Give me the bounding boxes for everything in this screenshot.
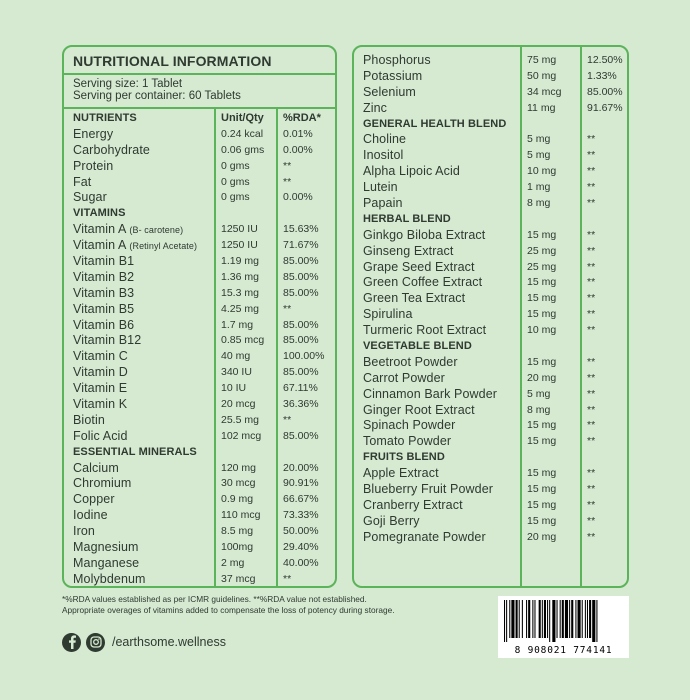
barcode-bar xyxy=(506,600,507,642)
section-heading xyxy=(354,450,627,466)
nutrient-quantity: 15 mg xyxy=(527,292,557,305)
table-header xyxy=(64,111,335,127)
nutrient-rda: 1.33% xyxy=(587,69,617,82)
table-row xyxy=(354,164,627,180)
barcode-bar xyxy=(544,600,546,638)
nutrient-name: ESSENTIAL MINERALS xyxy=(73,445,197,458)
nutrient-name: HERBAL BLEND xyxy=(363,212,451,225)
table-row xyxy=(64,540,335,556)
nutrient-rda: 0.00% xyxy=(283,191,313,204)
table-row xyxy=(64,397,335,413)
table-row xyxy=(64,127,335,143)
footnotes xyxy=(62,594,395,616)
nutrient-rda: 20.00% xyxy=(283,461,319,474)
nutrient-quantity: 5 mg xyxy=(527,149,551,162)
nutrient-rda: 67.11% xyxy=(283,382,318,395)
nutrient-name: Spirulina xyxy=(363,307,413,322)
nutrient-quantity: 5 mg xyxy=(527,387,551,400)
table-row xyxy=(64,492,335,508)
nutrient-name: Vitamin B5 xyxy=(73,301,135,316)
nutrient-name: Alpha Lipoic Acid xyxy=(363,164,460,179)
barcode-bar xyxy=(557,600,558,638)
nutrient-quantity: 110 mcg xyxy=(221,509,261,522)
table-row xyxy=(354,355,627,371)
barcode-bar xyxy=(596,600,597,642)
nutrient-rda: ** xyxy=(587,260,596,273)
table-row xyxy=(354,228,627,244)
nutrient-name: Green Tea Extract xyxy=(363,291,466,306)
nutrient-name: Energy xyxy=(73,126,114,141)
barcode-bar xyxy=(585,600,586,638)
nutrient-quantity: 102 mcg xyxy=(221,429,262,442)
nutrient-quantity: 25 mg xyxy=(527,244,557,257)
table-row xyxy=(64,461,335,477)
nutrient-name: Vitamin B1 xyxy=(73,254,135,269)
nutrient-quantity: 2 mg xyxy=(221,556,245,569)
nutrient-name: Beetroot Powder xyxy=(363,354,458,369)
table-row xyxy=(64,175,335,191)
nutrient-rda: ** xyxy=(587,530,596,543)
table-row xyxy=(354,482,627,498)
table-row xyxy=(354,291,627,307)
nutrient-quantity: 37 mcg xyxy=(221,572,256,585)
nutrient-name: Turmeric Root Extract xyxy=(363,323,487,338)
nutrient-quantity: 0.85 mcg xyxy=(221,334,265,347)
nutrient-name: Iodine xyxy=(73,508,108,523)
nutrient-quantity: 15 mg xyxy=(527,435,557,448)
nutrient-name: Phosphorus xyxy=(363,53,431,67)
nutrient-rda: 66.67% xyxy=(283,493,319,506)
nutrient-quantity: 15.3 mg xyxy=(221,286,259,299)
nutrient-rda: ** xyxy=(587,435,596,448)
table-row xyxy=(354,69,627,85)
nutrient-rda: ** xyxy=(587,324,596,337)
nutrient-quantity: 25.5 mg xyxy=(221,413,259,426)
nutrient-name: Potassium xyxy=(363,68,423,83)
nutrient-rda: 0.01% xyxy=(283,127,313,140)
table-row xyxy=(64,333,335,349)
nutrient-rda: 90.91% xyxy=(283,477,319,490)
table-row xyxy=(64,349,335,365)
nutrient-name: GENERAL HEALTH BLEND xyxy=(363,117,507,130)
table-row xyxy=(64,270,335,286)
nutrient-name: Vitamin B12 xyxy=(73,333,142,348)
barcode-bar xyxy=(528,600,530,638)
nutrient-rda: ** xyxy=(587,371,596,384)
facebook-icon[interactable] xyxy=(62,633,81,652)
barcode-bar xyxy=(509,600,510,638)
nutrient-name: Sugar xyxy=(73,190,107,205)
nutrient-rda: ** xyxy=(587,197,596,210)
nutrient-name: Tomato Powder xyxy=(363,434,452,449)
nutrition-panel-left xyxy=(62,45,337,588)
nutrient-rda: ** xyxy=(587,308,596,321)
nutrient-quantity: 0.06 gms xyxy=(221,143,265,156)
table-row xyxy=(64,572,335,588)
nutrient-rda: 85.00% xyxy=(283,334,319,347)
nutrient-quantity: 1250 IU xyxy=(221,239,258,252)
nutrient-name: Selenium xyxy=(363,84,416,99)
nutrient-name: Inositol xyxy=(363,148,404,163)
nutrient-name: Vitamin C xyxy=(73,349,128,364)
nutrient-name: Vitamin D xyxy=(73,365,128,380)
nutrient-rda: ** xyxy=(587,133,596,146)
nutrient-rda: ** xyxy=(283,159,292,172)
barcode-bars xyxy=(502,600,625,642)
barcode-bar xyxy=(534,600,535,638)
nutrient-name: Papain xyxy=(363,196,403,211)
table-row xyxy=(64,556,335,572)
nutrient-name: Ginseng Extract xyxy=(363,243,454,258)
nutrient-name: Apple Extract xyxy=(363,466,439,481)
section-heading xyxy=(354,117,627,133)
barcode-bar xyxy=(511,600,514,638)
section-heading xyxy=(354,339,627,355)
table-row xyxy=(354,275,627,291)
table-row xyxy=(354,371,627,387)
nutrient-name: Folic Acid xyxy=(73,428,128,443)
nutrient-name: Copper xyxy=(73,492,115,507)
nutrient-name: Vitamin K xyxy=(73,397,128,412)
nutrient-name: NUTRIENTS xyxy=(73,112,137,124)
serving-per-container: Serving per container: 60 Tablets xyxy=(73,90,241,102)
nutrient-quantity: 0 gms xyxy=(221,175,250,188)
nutrient-rda: ** xyxy=(587,483,596,496)
nutrient-rda: ** xyxy=(587,228,596,241)
table-row xyxy=(64,524,335,540)
nutrient-rda: ** xyxy=(587,419,596,432)
barcode-bar xyxy=(569,600,570,638)
nutrient-rda: 15.63% xyxy=(283,223,319,236)
barcode-bar xyxy=(539,600,541,638)
nutrient-name: VEGETABLE BLEND xyxy=(363,340,472,353)
nutrient-quantity: 1.36 mg xyxy=(221,270,259,283)
barcode-bar xyxy=(575,600,576,638)
nutrient-quantity: 5 mg xyxy=(527,133,551,146)
section-heading xyxy=(354,212,627,228)
table-row xyxy=(64,302,335,318)
nutrient-quantity: Unit/Qty xyxy=(221,112,264,124)
nutrient-quantity: 20 mg xyxy=(527,371,557,384)
nutrient-rda: 12.50% xyxy=(587,54,623,66)
nutrient-name: Carbohydrate xyxy=(73,142,150,157)
table-row xyxy=(354,260,627,276)
nutrient-rda: 91.67% xyxy=(587,101,623,114)
nutrient-rda: ** xyxy=(587,467,596,480)
barcode-bar xyxy=(532,600,533,638)
nutrient-rda: ** xyxy=(283,175,292,188)
barcode-bar xyxy=(562,600,564,638)
nutrient-rda: ** xyxy=(587,181,596,194)
nutrient-rda: 85.00% xyxy=(587,85,623,98)
table-row xyxy=(354,101,627,117)
table-row xyxy=(354,466,627,482)
barcode-bar xyxy=(516,600,518,638)
nutrient-name: Vitamin B3 xyxy=(73,285,135,300)
table-row xyxy=(354,244,627,260)
nutrient-note: (Retinyl Acetate) xyxy=(129,241,198,252)
nutrient-name: Pomegranate Powder xyxy=(363,529,486,544)
nutrient-rda: 85.00% xyxy=(283,366,319,379)
nutrient-quantity: 0.24 kcal xyxy=(221,127,264,140)
nutrient-name: Biotin xyxy=(73,412,105,427)
footnote-overages: Appropriate overages of vitamins added to compensate the loss of potency during storage. xyxy=(62,605,395,615)
nutrient-name: Ginger Root Extract xyxy=(363,402,475,417)
social-handle[interactable]: /earthsome.wellness xyxy=(112,635,226,649)
barcode-bar xyxy=(504,600,505,642)
nutrient-note: (B- carotene) xyxy=(129,225,184,236)
nutrient-name: Green Coffee Extract xyxy=(363,275,483,290)
nutrient-rda: ** xyxy=(283,413,292,426)
nutrient-rda: ** xyxy=(587,292,596,305)
nutrient-name: Vitamin A xyxy=(73,238,126,253)
table-row xyxy=(64,429,335,445)
nutrient-quantity: 40 mg xyxy=(221,350,251,363)
barcode-number: 8 908021 774141 xyxy=(514,645,613,656)
nutrient-rda: 36.36% xyxy=(283,398,319,411)
nutrient-rda: ** xyxy=(587,149,596,162)
nutrient-quantity: 8 mg xyxy=(527,403,551,416)
nutrient-rda: 71.67% xyxy=(283,239,319,252)
nutrient-quantity: 0 gms xyxy=(221,191,250,204)
nutrient-quantity: 1.19 mg xyxy=(221,255,259,268)
nutrient-name: Calcium xyxy=(73,460,119,475)
social-links xyxy=(62,632,226,652)
nutrient-quantity: 0 gms xyxy=(221,159,250,172)
nutrient-quantity: 15 mg xyxy=(527,467,557,480)
barcode-bar xyxy=(560,600,561,638)
table-row xyxy=(354,498,627,514)
footnote-rda: *%RDA values established as per ICMR guidelines. **%RDA value not established. xyxy=(62,594,367,604)
barcode-bar xyxy=(526,600,527,638)
nutrient-name: Cranberry Extract xyxy=(363,497,463,512)
table-row xyxy=(354,148,627,164)
nutrition-panel-right xyxy=(352,45,629,588)
nutrient-rda: ** xyxy=(587,276,596,289)
nutrient-quantity: 20 mcg xyxy=(221,398,256,411)
nutrient-name: Magnesium xyxy=(73,540,139,555)
nutrient-name: Blueberry Fruit Powder xyxy=(363,482,494,497)
table-row xyxy=(354,387,627,403)
nutrient-name: Protein xyxy=(73,158,114,173)
nutrient-name: Vitamin A xyxy=(73,222,126,237)
nutrient-table-left xyxy=(64,109,335,588)
table-row xyxy=(64,159,335,175)
nutrient-name: Vitamin B2 xyxy=(73,269,135,284)
table-row xyxy=(64,222,335,238)
nutrient-name: FRUITS BLEND xyxy=(363,451,445,464)
table-row xyxy=(354,434,627,450)
barcode-bar xyxy=(547,600,548,638)
barcode-bar xyxy=(592,600,595,642)
table-row xyxy=(354,323,627,339)
nutrient-quantity: 8.5 mg xyxy=(221,525,254,538)
nutrient-rda: ** xyxy=(283,572,292,585)
nutrient-quantity: 4.25 mg xyxy=(221,302,259,315)
nutrient-name: Zinc xyxy=(363,100,388,115)
nutrient-name: VITAMINS xyxy=(73,207,126,220)
table-row xyxy=(64,508,335,524)
nutrient-quantity: 1 mg xyxy=(527,181,551,194)
nutrient-rda: 85.00% xyxy=(283,255,319,268)
serving-size: Serving size: 1 Tablet xyxy=(73,78,183,90)
nutrient-rda: 73.33% xyxy=(283,509,319,522)
nutrient-quantity: 15 mg xyxy=(527,498,557,511)
table-row xyxy=(64,365,335,381)
nutrient-rda: ** xyxy=(587,403,596,416)
nutrient-name: Fat xyxy=(73,174,92,189)
nutrient-rda: 85.00% xyxy=(283,429,319,442)
nutrient-rda: 85.00% xyxy=(283,318,319,331)
nutrient-quantity: 50 mg xyxy=(527,69,557,82)
table-row xyxy=(64,254,335,270)
nutrient-name: Vitamin E xyxy=(73,381,128,396)
nutrient-quantity: 15 mg xyxy=(527,419,557,432)
nutrient-quantity: 15 mg xyxy=(527,483,557,496)
barcode-bar xyxy=(589,600,591,638)
nutrient-rda: 40.00% xyxy=(283,556,319,569)
table-row xyxy=(64,286,335,302)
table-row xyxy=(354,403,627,419)
barcode-bar xyxy=(578,600,581,638)
nutrient-name-wrap xyxy=(73,222,183,239)
instagram-icon[interactable] xyxy=(86,633,105,652)
nutrient-rda: ** xyxy=(587,244,596,257)
nutrient-name: Lutein xyxy=(363,180,398,195)
table-row xyxy=(354,53,627,69)
nutrient-quantity: 15 mg xyxy=(527,308,557,321)
barcode-bar xyxy=(522,600,523,638)
barcode xyxy=(498,596,629,658)
nutrient-name: Ginkgo Biloba Extract xyxy=(363,227,486,242)
nutrient-rda: 0.00% xyxy=(283,143,313,156)
table-row xyxy=(64,413,335,429)
nutrient-quantity: 340 IU xyxy=(221,366,252,379)
nutrient-quantity: 11 mg xyxy=(527,101,556,114)
nutrient-name: Spinach Powder xyxy=(363,418,456,433)
table-row xyxy=(354,132,627,148)
barcode-bar xyxy=(519,600,520,638)
table-row xyxy=(354,180,627,196)
barcode-bar xyxy=(587,600,588,638)
nutrient-name: Iron xyxy=(73,524,95,539)
nutrient-rda: ** xyxy=(283,302,292,315)
nutrient-rda: ** xyxy=(587,355,596,368)
nutrient-quantity: 30 mcg xyxy=(221,477,256,490)
nutrient-quantity: 10 mg xyxy=(527,165,557,178)
serving-info xyxy=(64,75,335,109)
nutrient-table-right xyxy=(354,47,627,546)
nutrient-rda: 85.00% xyxy=(283,286,319,299)
nutrient-quantity: 8 mg xyxy=(527,197,551,210)
nutrient-quantity: 20 mg xyxy=(527,530,557,543)
nutrient-quantity: 15 mg xyxy=(527,514,557,527)
table-row xyxy=(354,85,627,101)
nutrient-quantity: 15 mg xyxy=(527,355,557,368)
table-row xyxy=(64,238,335,254)
nutrient-rda: 50.00% xyxy=(283,525,319,538)
barcode-bar xyxy=(565,600,568,638)
nutrient-name: Grape Seed Extract xyxy=(363,259,475,274)
table-row xyxy=(354,530,627,546)
nutrient-quantity: 1250 IU xyxy=(221,223,258,236)
barcode-bar xyxy=(571,600,573,638)
table-row xyxy=(64,318,335,334)
nutrient-name: Carrot Powder xyxy=(363,370,445,385)
nutrient-name: Vitamin B6 xyxy=(73,317,135,332)
nutrient-rda: ** xyxy=(587,165,596,178)
table-row xyxy=(64,190,335,206)
nutrient-rda: 100.00% xyxy=(283,350,325,363)
nutrient-name: Chromium xyxy=(73,476,132,491)
barcode-bar xyxy=(542,600,543,638)
table-row xyxy=(64,143,335,159)
nutrient-rda: ** xyxy=(587,387,596,400)
nutrient-quantity: 15 mg xyxy=(527,228,557,241)
nutrient-quantity: 100mg xyxy=(221,541,254,554)
nutrient-rda: ** xyxy=(587,514,596,527)
nutrient-quantity: 10 IU xyxy=(221,382,247,395)
nutrient-rda: 29.40% xyxy=(283,541,319,554)
table-row xyxy=(354,514,627,530)
section-heading xyxy=(64,445,335,461)
table-row xyxy=(354,196,627,212)
table-row xyxy=(64,381,335,397)
nutrient-rda: %RDA* xyxy=(283,112,321,124)
nutrient-quantity: 25 mg xyxy=(527,260,557,273)
nutrient-quantity: 10 mg xyxy=(527,324,557,337)
nutrient-name: Manganese xyxy=(73,555,140,570)
table-row xyxy=(354,307,627,323)
nutrient-name: Goji Berry xyxy=(363,513,420,528)
table-row xyxy=(64,476,335,492)
nutrient-quantity: 120 mg xyxy=(221,461,257,474)
nutrient-rda: ** xyxy=(587,498,596,511)
nutrient-name: Choline xyxy=(363,132,407,147)
barcode-bar xyxy=(582,600,583,638)
barcode-bar xyxy=(552,600,555,642)
panel-title: NUTRITIONAL INFORMATION xyxy=(64,47,335,75)
nutrient-quantity: 1.7 mg xyxy=(221,318,254,331)
nutrient-quantity: 0.9 mg xyxy=(221,493,254,506)
nutrient-quantity: 34 mcg xyxy=(527,85,562,98)
nutrient-quantity: 15 mg xyxy=(527,276,557,289)
nutrient-name: Molybdenum xyxy=(73,571,146,586)
nutrient-rda: 85.00% xyxy=(283,270,319,283)
table-row xyxy=(354,418,627,434)
nutrient-quantity: 75 mg xyxy=(527,54,557,66)
barcode-bar xyxy=(549,600,550,642)
section-heading xyxy=(64,206,335,222)
nutrient-name-wrap xyxy=(73,238,197,255)
nutrient-name: Cinnamon Bark Powder xyxy=(363,386,498,401)
